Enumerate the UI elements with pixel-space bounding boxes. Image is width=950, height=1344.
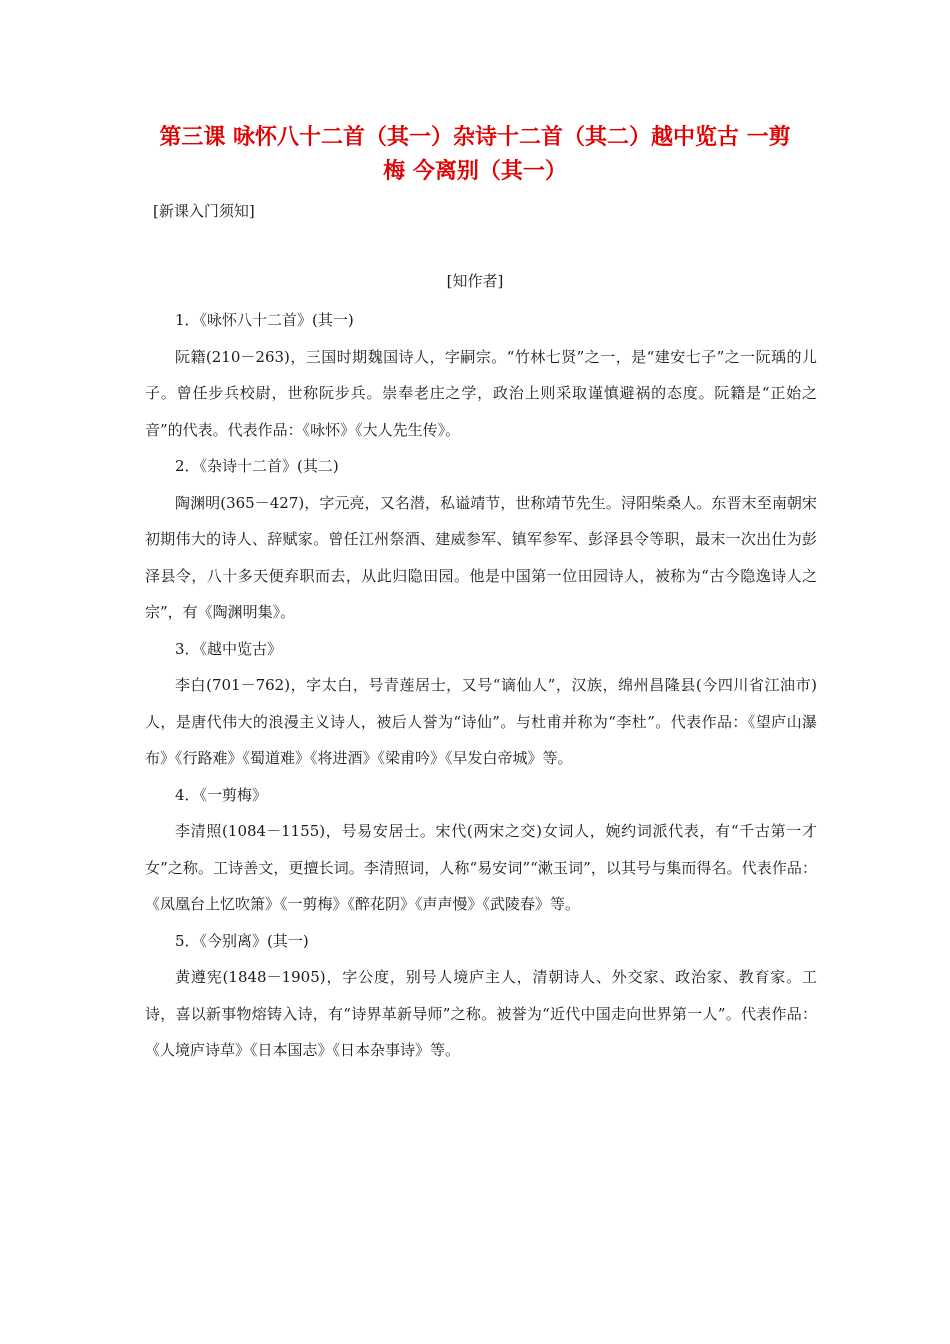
item-heading: 5．《今别离》(其一) — [175, 931, 309, 950]
subheading-know-author: [知作者] — [446, 272, 504, 290]
item-heading: 4．《一剪梅》 — [175, 785, 268, 804]
item-paragraph: 李清照(1084－1155)，号易安居士。宋代(两宋之交)女词人，婉约词派代表，有“千古第一才女”之称。工诗善文，更擅长词。李清照词，人称“易安词”“漱玉词”，以其号与集而得名。代表作品：《凤凰台上忆吹箫》《一剪梅》《醉花阴》《声声慢》《武陵春》等。 — [145, 822, 817, 913]
lesson-title-line-1: 第三课 咏怀八十二首（其一）杂诗十二首（其二）越中览古 一剪 — [159, 125, 791, 150]
author-list — [145, 302, 817, 1069]
lesson-title — [110, 121, 840, 189]
item-heading: 3．《越中览古》 — [175, 639, 283, 658]
item-heading: 2．《杂诗十二首》(其二) — [175, 457, 339, 475]
item-paragraph: 阮籍(210－263)，三国时期魏国诗人，字嗣宗。“竹林七贤”之一，是“建安七子”之一阮瑀的儿子。曾任步兵校尉，世称阮步兵。崇奉老庄之学，政治上则采取谨慎避祸的态度。阮籍是“正始之音”的代表。代表作品：《咏怀》《大人先生传》。 — [145, 347, 817, 439]
item-paragraph: 陶渊明(365－427)，字元亮，又名潜，私谥靖节，世称靖节先生。浔阳柴桑人。东晋末至南朝宋初期伟大的诗人、辞赋家。曾任江州祭酒、建威参军、镇军参军、彭泽县令等职，最末一次出仕为彭泽县令，八十多天便弃职而去，从此归隐田园。他是中国第一位田园诗人，被称为“古今隐逸诗人之宗”，有《陶渊明集》。 — [145, 493, 817, 621]
section-label: [新课入门须知] — [153, 202, 255, 220]
lesson-title-line-2: 梅 今离别（其一） — [383, 159, 567, 184]
item-paragraph: 黄遵宪(1848－1905)，字公度，别号人境庐主人，清朝诗人、外交家、政治家、教育家。工诗，喜以新事物熔铸入诗，有“诗界革新导师”之称。被誉为“近代中国走向世界第一人”。代表作品：《人境庐诗草》《日本国志》《日本杂事诗》等。 — [145, 968, 817, 1059]
item-heading: 1．《咏怀八十二首》(其一) — [175, 311, 354, 329]
item-paragraph: 李白(701－762)，字太白，号青莲居士，又号“谪仙人”，汉族，绵州昌隆县(今四川省江油市)人，是唐代伟大的浪漫主义诗人，被后人誉为“诗仙”。与杜甫并称为“李杜”。代表作品：《望庐山瀑布》《行路难》《蜀道难》《将进酒》《梁甫吟》《早发白帝城》等。 — [145, 676, 817, 767]
